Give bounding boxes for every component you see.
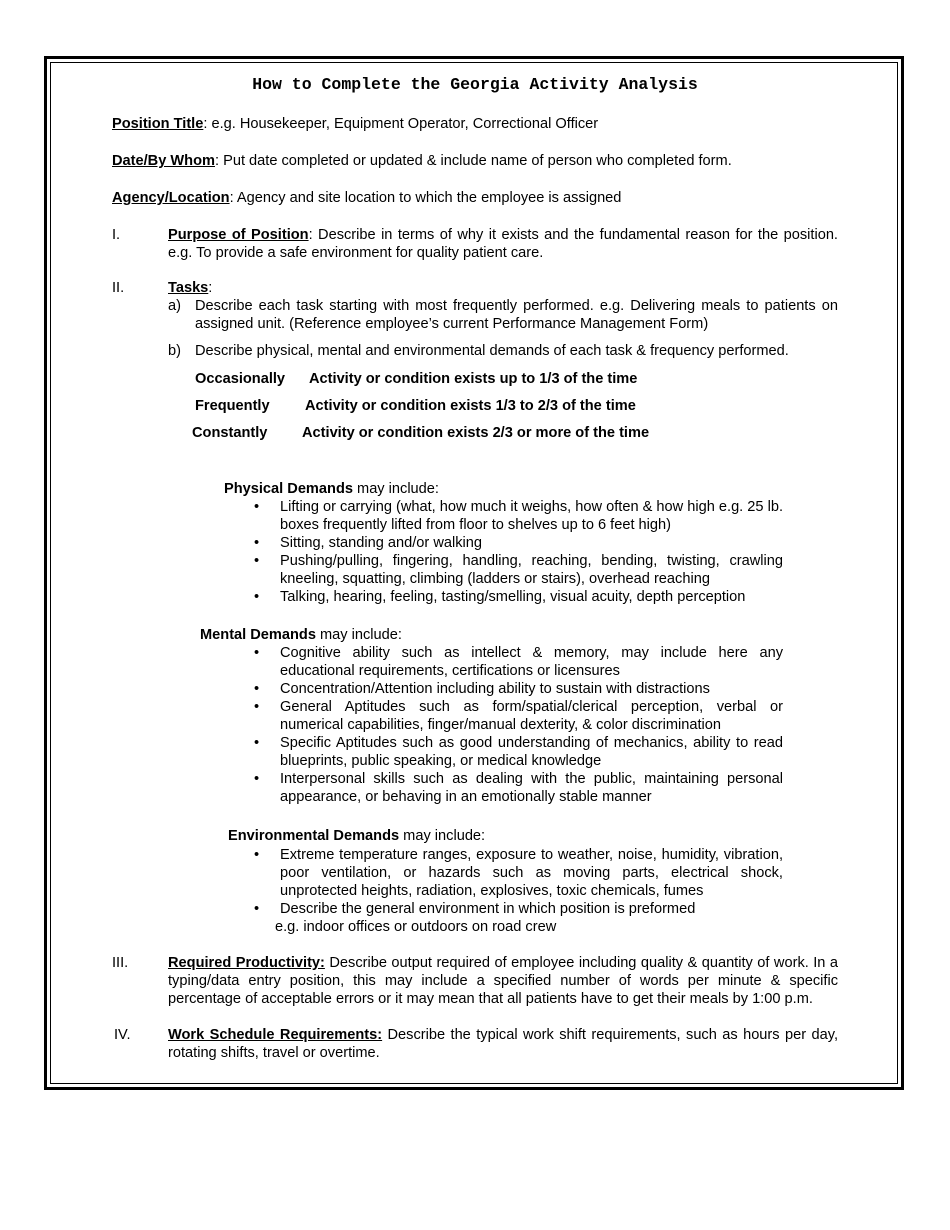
list-item: • Extreme temperature ranges, exposure to weather, noise, humidity, vibration, poor ventilation, or hazards such as moving parts, electrical shock, unprotected heights, radiation, explosives, toxic chemicals, fumes — [254, 847, 783, 899]
environmental-demands-heading — [228, 827, 485, 845]
frequency-term-constantly: Constantly — [192, 425, 268, 441]
section-i-purpose — [168, 226, 838, 262]
physical-demands-suffix: may include: — [352, 481, 439, 497]
bullet-icon: • — [254, 645, 260, 661]
schedule-label: Work Schedule Requirements: — [168, 1027, 383, 1043]
frequency-desc-occasionally: Activity or condition exists up to 1/3 of the time — [309, 371, 638, 387]
document-title: How to Complete the Georgia Activity Analysis — [252, 75, 698, 94]
frequency-term-frequently: Frequently — [195, 398, 270, 414]
physical-demands-list — [254, 498, 783, 606]
task-b-marker: b) — [168, 343, 181, 359]
task-a-marker: a) — [168, 298, 181, 314]
bullet-icon: • — [254, 499, 260, 515]
date-by-whom-label: Date/By Whom — [112, 153, 215, 169]
list-item: • Pushing/pulling, fingering, handling, reaching, bending, twisting, crawling kneeling, squatting, climbing (ladders or stairs), overhead reaching — [254, 553, 783, 587]
bullet-icon: • — [254, 901, 260, 917]
task-a-text: Describe each task starting with most frequently performed. e.g. Delivering meals to patients on assigned unit. (Reference employee’s current Performance Management Form) — [195, 298, 838, 332]
bullet-icon: • — [254, 535, 260, 551]
physical-demands-heading — [224, 480, 439, 498]
list-item: • Sitting, standing and/or walking — [254, 535, 483, 551]
list-item: • Talking, hearing, feeling, tasting/smelling, visual acuity, depth perception — [254, 589, 746, 605]
environmental-demands-suffix: may include: — [399, 828, 486, 844]
schedule-text: Describe the typical work shift requirements, such as hours per day, rotating shifts, travel or overtime. — [168, 1027, 838, 1061]
productivity-label: Required Productivity: — [168, 955, 325, 971]
bullet-icon: • — [254, 771, 260, 787]
productivity-text: Describe output required of employee including quality & quantity of work. In a typing/data entry position, this may include a specified number of words per minute & specific percentage of acceptable errors or it may mean that all patients have to get their meals by 1:00 p.m. — [168, 955, 838, 1007]
list-item: • Concentration/Attention including ability to sustain with distractions — [254, 681, 710, 697]
section-i-number: I. — [112, 227, 121, 243]
list-item: • Specific Aptitudes such as good understanding of mechanics, ability to read blueprints, public speaking, or medical knowledge — [254, 735, 783, 769]
position-title-field — [112, 115, 598, 133]
purpose-text: : Describe in terms of why it exists and the fundamental reason for the position. e.g. To provide a safe environment for quality patient care. — [168, 227, 838, 261]
mental-demands-list — [254, 644, 783, 806]
list-item: • Cognitive ability such as intellect & memory, may include here any educational requirements, certifications or licensures — [254, 645, 783, 679]
bullet-icon: • — [254, 735, 260, 751]
frequency-term-occasionally: Occasionally — [195, 371, 286, 387]
tasks-label: Tasks — [168, 280, 209, 296]
frequency-desc-frequently: Activity or condition exists 1/3 to 2/3 of the time — [305, 398, 636, 414]
position-title-text: : e.g. Housekeeper, Equipment Operator, Correctional Officer — [203, 116, 599, 132]
section-ii-number: II. — [112, 280, 125, 296]
bullet-icon: • — [254, 589, 260, 605]
position-title-label: Position Title — [112, 116, 204, 132]
bullet-icon: • — [254, 553, 260, 569]
purpose-label: Purpose of Position — [168, 227, 309, 243]
section-iv-schedule — [168, 1026, 838, 1062]
frequency-desc-constantly: Activity or condition exists 2/3 or more of the time — [302, 425, 650, 441]
list-item: • Interpersonal skills such as dealing with the public, maintaining personal appearance, or behaving in an emotionally stable manner — [254, 771, 783, 805]
bullet-icon: • — [254, 847, 260, 863]
date-by-whom-field — [112, 152, 732, 170]
tasks-colon: : — [208, 280, 213, 296]
list-item: • Describe the general environment in which position is preformed — [254, 901, 696, 917]
section-iii-number: III. — [112, 955, 129, 971]
environment-example-note: e.g. indoor offices or outdoors on road crew — [275, 919, 557, 935]
environmental-demands-list — [254, 846, 783, 918]
date-by-whom-text: : Put date completed or updated & include name of person who completed form. — [214, 153, 732, 169]
environmental-demands-title: Environmental Demands — [228, 828, 400, 844]
section-iv-number: IV. — [114, 1027, 131, 1043]
bullet-icon: • — [254, 681, 260, 697]
list-item: • General Aptitudes such as form/spatial/clerical perception, verbal or numerical capabilities, finger/manual dexterity, & color discrimination — [254, 699, 783, 733]
list-item: • Lifting or carrying (what, how much it weighs, how often & how high e.g. 25 lb. boxes frequently lifted from floor to shelves up to 6 feet high) — [254, 499, 783, 533]
mental-demands-title: Mental Demands — [200, 627, 316, 643]
bullet-icon: • — [254, 699, 260, 715]
mental-demands-suffix: may include: — [315, 627, 402, 643]
agency-location-field — [112, 189, 621, 207]
physical-demands-title: Physical Demands — [224, 481, 353, 497]
agency-location-text: : Agency and site location to which the employee is assigned — [229, 190, 622, 206]
section-ii-tasks — [168, 279, 212, 297]
section-iii-productivity — [168, 954, 838, 1008]
agency-location-label: Agency/Location — [112, 190, 230, 206]
mental-demands-heading — [200, 626, 402, 644]
task-b-text: Describe physical, mental and environmental demands of each task & frequency performed. — [195, 343, 789, 359]
